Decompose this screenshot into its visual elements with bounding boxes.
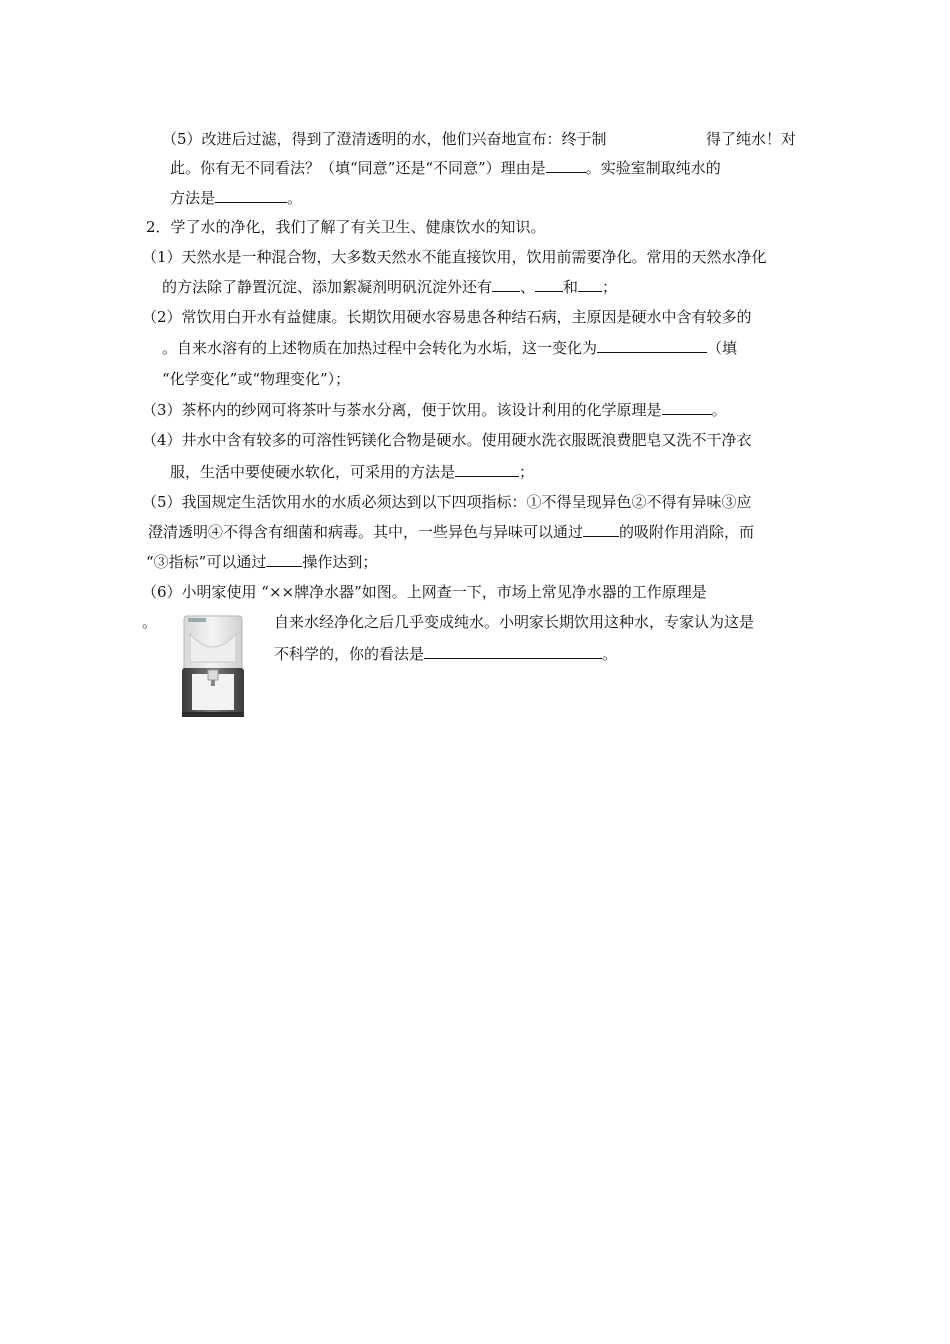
text: 。	[287, 189, 303, 207]
water-purifier-icon	[178, 612, 248, 718]
text: 的吸附作用消除，而	[619, 523, 755, 541]
text: （4）井水中含有较多的可溶性钙镁化合物是硬水。使用硬水洗衣服既浪费肥皂又洗不干净衣	[142, 431, 752, 449]
q1-5-line1	[162, 128, 607, 150]
answer-blank[interactable]	[597, 337, 707, 353]
answer-blank[interactable]	[266, 551, 302, 567]
text: （5）改进后过滤，得到了澄清透明的水，他们兴奋地宣布：终于制	[162, 130, 607, 148]
text: （2）常饮用白开水有益健康。长期饮用硬水容易患各种结石病，主原因是硬水中含有较多的	[142, 308, 752, 326]
text: 。	[142, 613, 158, 631]
text: 自来水经净化之后几乎变成纯水。小明家长期饮用这种水，专家认为这是	[274, 613, 755, 631]
answer-blank[interactable]	[492, 276, 520, 292]
text: 和	[563, 278, 579, 296]
text: 。	[602, 645, 618, 663]
text: （6）小明家使用 “××牌净水器”如图。上网查一下，市场上常见净水器的工作原理是	[142, 583, 707, 601]
q2-1-line1	[142, 246, 767, 268]
q2-1-line2	[162, 276, 617, 298]
q2-4-line2	[170, 461, 534, 483]
text: 澄清透明④不得含有细菌和病毒。其中，一些异色与异味可以通过	[148, 523, 584, 541]
text: 2．学了水的净化，我们了解了有关卫生、健康饮水的知识。	[146, 218, 546, 236]
text: 。自来水溶有的上述物质在加热过程中会转化为水垢，这一变化为	[162, 339, 598, 357]
answer-blank[interactable]	[578, 276, 602, 292]
text: 操作达到；	[302, 553, 378, 571]
text: （填	[707, 339, 738, 357]
text: （5）我国规定生活饮用水的水质必须达到以下四项指标：①不得呈现异色②不得有异味③应	[142, 493, 752, 511]
text: 方法是	[170, 189, 216, 207]
answer-blank[interactable]	[424, 643, 602, 659]
answer-blank[interactable]	[215, 187, 287, 203]
answer-blank[interactable]	[535, 276, 563, 292]
q2-5-line2	[148, 521, 754, 543]
q2-2-line2	[162, 337, 737, 359]
text: ；	[602, 278, 618, 296]
answer-blank[interactable]	[662, 399, 712, 415]
text: “化学变化”或“物理变化”）；	[162, 370, 351, 388]
q2-3-line	[142, 399, 727, 421]
q2-2-line1	[142, 306, 752, 328]
q1-5-line1-tail	[706, 128, 796, 150]
text: 的方法除了静置沉淀、添加絮凝剂明矾沉淀外还有	[162, 278, 493, 296]
q1-5-line2	[170, 157, 721, 179]
q2-2-line3	[162, 368, 350, 390]
answer-blank[interactable]	[583, 521, 619, 537]
answer-blank[interactable]	[455, 461, 519, 477]
q2-6-dot	[142, 611, 157, 633]
q2-6-line1	[142, 581, 707, 603]
text: 。	[711, 401, 727, 419]
text: “③指标”可以通过	[146, 553, 267, 571]
water-purifier-image	[178, 612, 248, 718]
text: 。实验室制取纯水的	[585, 159, 721, 177]
q2-6-line2	[274, 611, 754, 633]
q2-4-line1	[142, 429, 752, 451]
q2-5-line3	[146, 551, 377, 573]
q2-5-line1	[142, 491, 752, 513]
text: （1）天然水是一种混合物，大多数天然水不能直接饮用，饮用前需要净化。常用的天然水净化	[142, 248, 767, 266]
text: （3）茶杯内的纱网可将茶叶与茶水分离，便于饮用。该设计利用的化学原理是	[142, 401, 662, 419]
answer-blank[interactable]	[546, 157, 586, 173]
text: 、	[520, 278, 536, 296]
text: 此。你有无不同看法？（填“同意”还是“不同意”）理由是	[170, 159, 546, 177]
text: 得了纯水！对	[706, 130, 797, 148]
q2-6-line3	[274, 643, 617, 665]
q1-5-line3	[170, 187, 302, 209]
q2-title	[146, 216, 546, 238]
text: 服，生活中要使硬水软化，可采用的方法是	[170, 463, 456, 481]
text: 不科学的，你的看法是	[274, 645, 425, 663]
text: ；	[519, 463, 535, 481]
